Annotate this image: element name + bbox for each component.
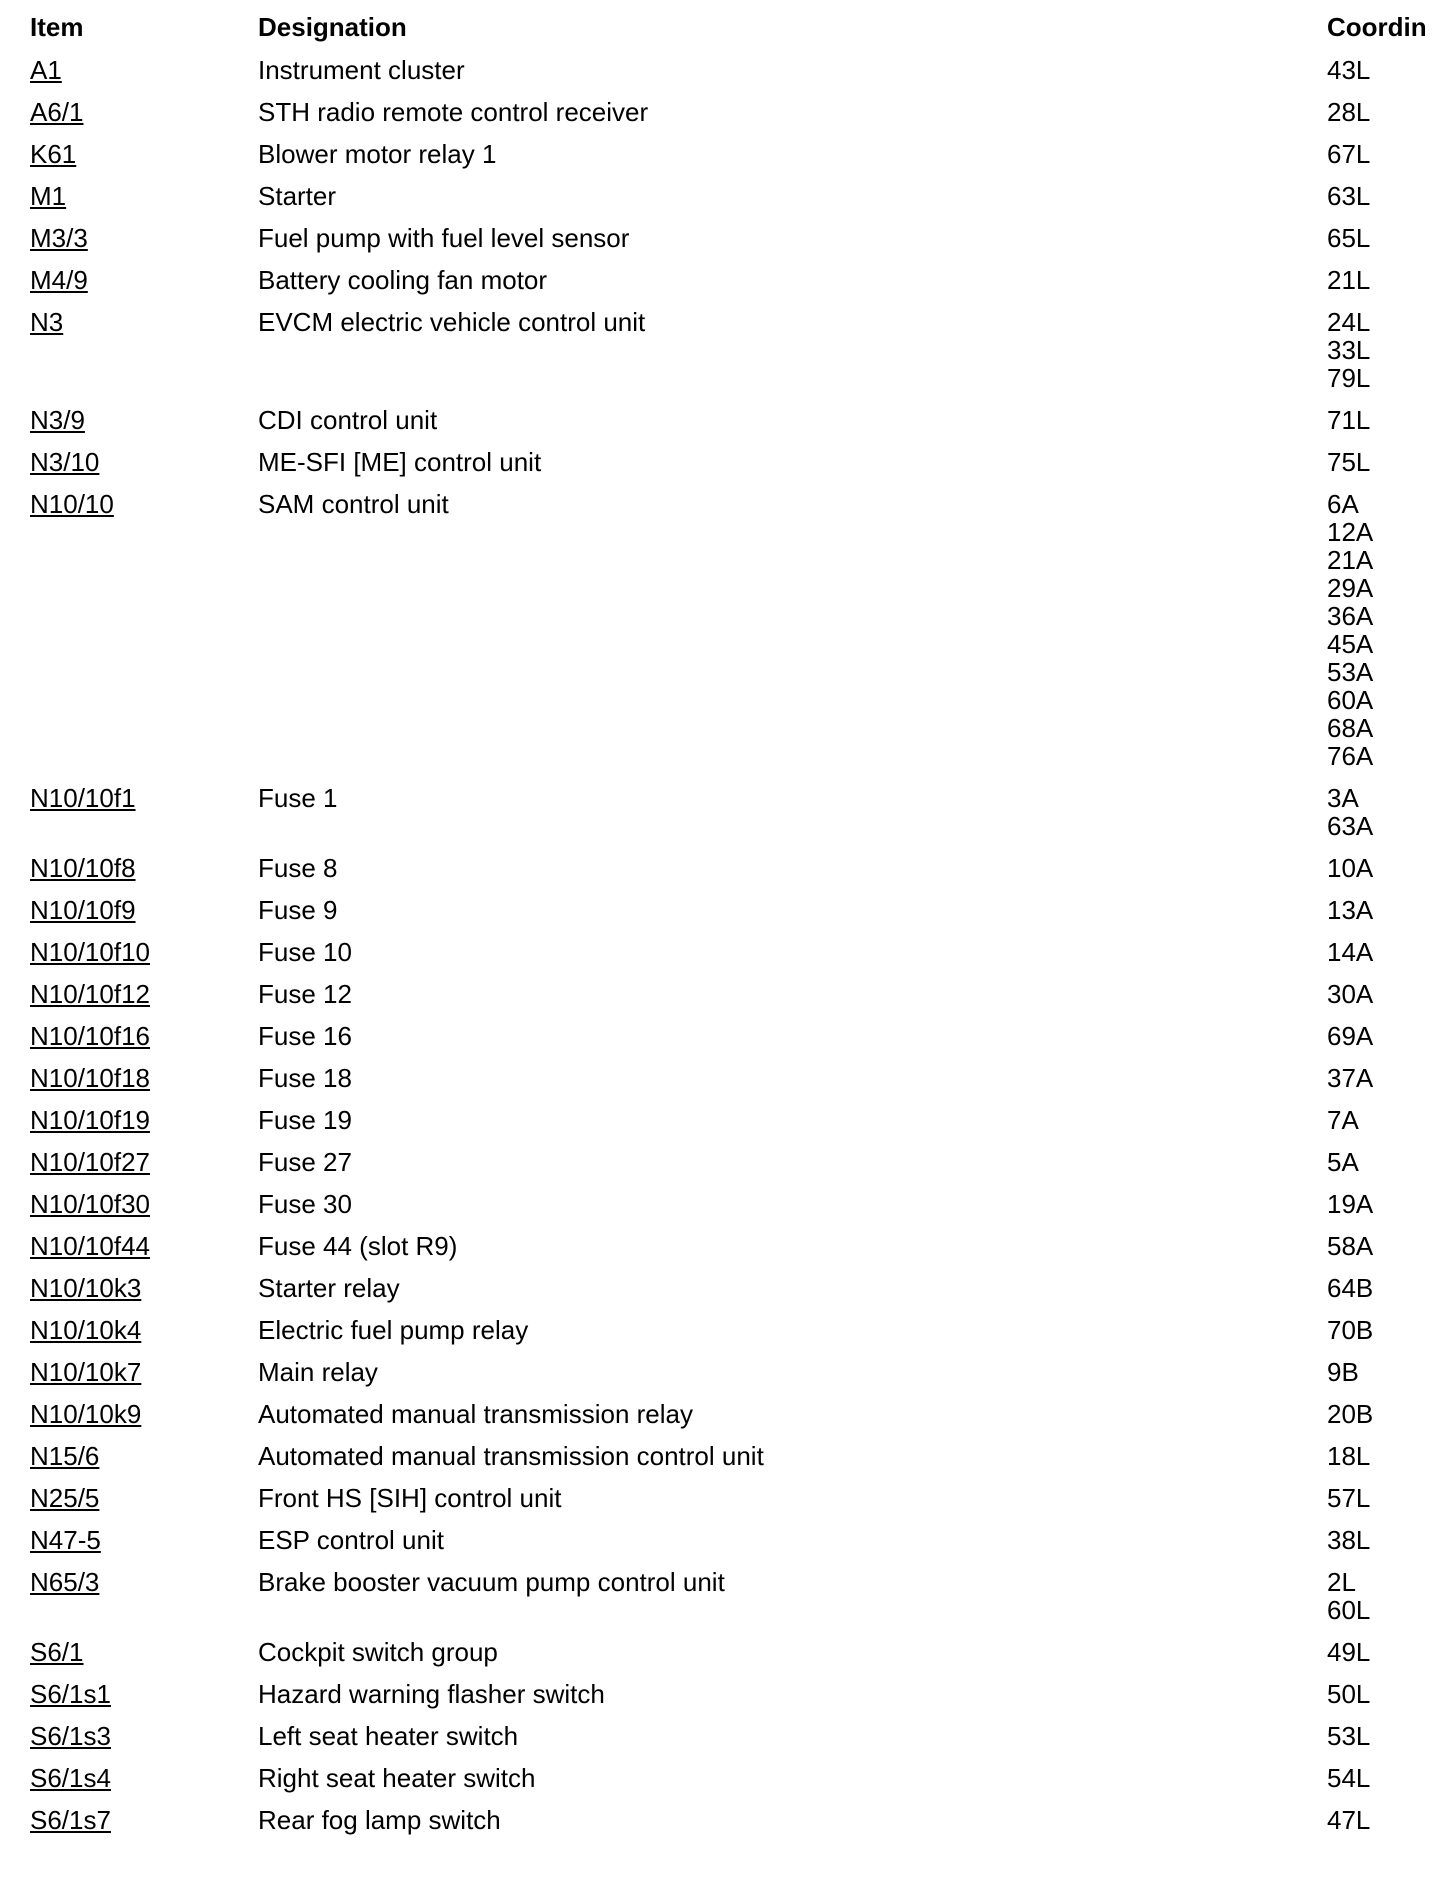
item-link[interactable]: N10/10f30 <box>30 1189 150 1219</box>
designation-cell: Automated manual transmission relay <box>258 1399 693 1429</box>
coordinate-cell <box>1327 1757 1456 1799</box>
coordinate-value: 79L <box>1327 363 1371 393</box>
table-row <box>30 175 1456 217</box>
coordinate-value: 20B <box>1327 1399 1374 1429</box>
table-row <box>30 91 1456 133</box>
item-link[interactable]: A1 <box>30 55 62 85</box>
coordinate-cell <box>1327 441 1456 483</box>
designation-cell: Starter <box>258 181 337 211</box>
coordinate-value: 38L <box>1327 1525 1371 1555</box>
coordinate-cell <box>1327 1351 1456 1393</box>
item-link[interactable]: M1 <box>30 181 67 211</box>
designation-cell: Fuse 44 (slot R9) <box>258 1231 458 1261</box>
item-link[interactable]: N10/10f27 <box>30 1147 150 1177</box>
coordinate-cell <box>1327 301 1456 399</box>
coordinate-cell <box>1327 1631 1456 1673</box>
coordinate-value: 21L <box>1327 265 1371 295</box>
table-row <box>30 889 1456 931</box>
item-link[interactable]: S6/1 <box>30 1637 84 1667</box>
coordinate-cell <box>1327 777 1456 847</box>
coordinate-value: 63A <box>1327 811 1374 841</box>
coordinate-cell <box>1327 175 1456 217</box>
table-row <box>30 1309 1456 1351</box>
header-item: Item <box>30 12 84 42</box>
designation-cell: Automated manual transmission control unit <box>258 1441 764 1471</box>
coordinate-cell <box>1327 1477 1456 1519</box>
table-row <box>30 1351 1456 1393</box>
designation-cell: Blower motor relay 1 <box>258 139 497 169</box>
designation-cell: Fuse 27 <box>258 1147 352 1177</box>
coordinate-value: 6A <box>1327 489 1359 519</box>
coordinate-cell <box>1327 889 1456 931</box>
table-row <box>30 1267 1456 1309</box>
table-row <box>30 847 1456 889</box>
item-link[interactable]: S6/1s1 <box>30 1679 111 1709</box>
item-link[interactable]: S6/1s4 <box>30 1763 111 1793</box>
designation-cell: Fuse 8 <box>258 853 338 883</box>
coordinate-value: 64B <box>1327 1273 1374 1303</box>
designation-cell: EVCM electric vehicle control unit <box>258 307 646 337</box>
coordinate-value: 63L <box>1327 181 1371 211</box>
table-body <box>30 49 1456 1841</box>
designation-cell: CDI control unit <box>258 405 438 435</box>
table-row <box>30 1757 1456 1799</box>
coordinate-cell <box>1327 133 1456 175</box>
item-link[interactable]: M4/9 <box>30 265 88 295</box>
item-link[interactable]: N10/10f19 <box>30 1105 150 1135</box>
table-row <box>30 1477 1456 1519</box>
table-row <box>30 1015 1456 1057</box>
table-row <box>30 1141 1456 1183</box>
item-link[interactable]: N10/10f1 <box>30 783 136 813</box>
item-link[interactable]: N10/10f18 <box>30 1063 150 1093</box>
table-row <box>30 931 1456 973</box>
coordinate-value: 68A <box>1327 713 1374 743</box>
designation-cell: Fuel pump with fuel level sensor <box>258 223 630 253</box>
coordinate-cell <box>1327 1057 1456 1099</box>
designation-cell: ESP control unit <box>258 1525 444 1555</box>
table-row <box>30 49 1456 91</box>
table-row <box>30 133 1456 175</box>
designation-cell: Right seat heater switch <box>258 1763 536 1793</box>
coordinate-value: 57L <box>1327 1483 1371 1513</box>
coordinate-value: 60L <box>1327 1595 1371 1625</box>
designation-cell: Fuse 16 <box>258 1021 352 1051</box>
coordinate-value: 2L <box>1327 1567 1356 1597</box>
coordinate-value: 65L <box>1327 223 1371 253</box>
coordinate-cell <box>1327 1099 1456 1141</box>
coordinate-value: 19A <box>1327 1189 1374 1219</box>
coordinate-value: 60A <box>1327 685 1374 715</box>
coordinate-cell <box>1327 91 1456 133</box>
coordinate-value: 69A <box>1327 1021 1374 1051</box>
item-link[interactable]: M3/3 <box>30 223 88 253</box>
coordinate-value: 75L <box>1327 447 1371 477</box>
coordinate-value: 5A <box>1327 1147 1359 1177</box>
coordinate-value: 49L <box>1327 1637 1371 1667</box>
table-row <box>30 301 1456 399</box>
table-row <box>30 973 1456 1015</box>
coordinate-cell <box>1327 1267 1456 1309</box>
coordinate-cell <box>1327 399 1456 441</box>
designation-cell: Hazard warning flasher switch <box>258 1679 605 1709</box>
item-link[interactable]: S6/1s7 <box>30 1805 111 1835</box>
coordinate-cell <box>1327 931 1456 973</box>
header-designation: Designation <box>258 12 407 42</box>
coordinate-value: 13A <box>1327 895 1374 925</box>
coordinate-value: 24L <box>1327 307 1371 337</box>
coordinate-cell <box>1327 1183 1456 1225</box>
table-row <box>30 1435 1456 1477</box>
designation-cell: SAM control unit <box>258 489 449 519</box>
header-coordinates: Coordin <box>1327 12 1427 42</box>
coordinate-value: 53A <box>1327 657 1374 687</box>
coordinate-cell <box>1327 1561 1456 1631</box>
coordinate-value: 36A <box>1327 601 1374 631</box>
designation-cell: Rear fog lamp switch <box>258 1805 501 1835</box>
table-row <box>30 1715 1456 1757</box>
item-link[interactable]: S6/1s3 <box>30 1721 111 1751</box>
designation-cell: Cockpit switch group <box>258 1637 498 1667</box>
coordinate-value: 21A <box>1327 545 1374 575</box>
table-row <box>30 1099 1456 1141</box>
table-row <box>30 483 1456 777</box>
designation-cell: Fuse 19 <box>258 1105 352 1135</box>
designation-cell: Fuse 12 <box>258 979 352 1009</box>
coordinate-cell <box>1327 1309 1456 1351</box>
designation-cell: Electric fuel pump relay <box>258 1315 529 1345</box>
coordinate-cell <box>1327 217 1456 259</box>
table-row <box>30 217 1456 259</box>
table-row <box>30 1631 1456 1673</box>
coordinate-value: 9B <box>1327 1357 1359 1387</box>
item-link[interactable]: N10/10f12 <box>30 979 150 1009</box>
coordinate-value: 67L <box>1327 139 1371 169</box>
coordinate-value: 70B <box>1327 1315 1374 1345</box>
coordinate-value: 3A <box>1327 783 1359 813</box>
table-row <box>30 259 1456 301</box>
designation-cell: Fuse 9 <box>258 895 338 925</box>
coordinate-cell <box>1327 973 1456 1015</box>
item-link[interactable]: N10/10k7 <box>30 1357 142 1387</box>
coordinate-value: 43L <box>1327 55 1371 85</box>
coordinate-cell <box>1327 483 1456 777</box>
item-link[interactable]: A6/1 <box>30 97 84 127</box>
coordinate-cell <box>1327 1015 1456 1057</box>
coordinate-value: 76A <box>1327 741 1374 771</box>
coordinate-value: 53L <box>1327 1721 1371 1751</box>
item-link[interactable]: N10/10k9 <box>30 1399 142 1429</box>
table-row <box>30 399 1456 441</box>
item-link[interactable]: N47-5 <box>30 1525 101 1555</box>
coordinate-value: 54L <box>1327 1763 1371 1793</box>
coordinate-value: 7A <box>1327 1105 1359 1135</box>
coordinate-cell <box>1327 49 1456 91</box>
item-link[interactable]: N25/5 <box>30 1483 100 1513</box>
item-link[interactable]: N65/3 <box>30 1567 100 1597</box>
table-row <box>30 441 1456 483</box>
coordinate-cell <box>1327 1673 1456 1715</box>
component-legend-table <box>30 10 1456 1841</box>
coordinate-value: 37A <box>1327 1063 1374 1093</box>
designation-cell: Starter relay <box>258 1273 400 1303</box>
designation-cell: Fuse 18 <box>258 1063 352 1093</box>
coordinate-value: 14A <box>1327 937 1374 967</box>
designation-cell: Fuse 30 <box>258 1189 352 1219</box>
designation-cell: STH radio remote control receiver <box>258 97 649 127</box>
designation-cell: Left seat heater switch <box>258 1721 519 1751</box>
item-link[interactable]: N3/10 <box>30 447 100 477</box>
item-link[interactable]: N10/10k4 <box>30 1315 142 1345</box>
coordinate-value: 12A <box>1327 517 1374 547</box>
item-link[interactable]: N10/10f8 <box>30 853 136 883</box>
designation-cell: Front HS [SIH] control unit <box>258 1483 562 1513</box>
designation-cell: Main relay <box>258 1357 378 1387</box>
table-row <box>30 1225 1456 1267</box>
coordinate-value: 47L <box>1327 1805 1371 1835</box>
table-row <box>30 1561 1456 1631</box>
item-link[interactable]: N3/9 <box>30 405 85 435</box>
item-link[interactable]: K61 <box>30 139 77 169</box>
item-link[interactable]: N15/6 <box>30 1441 100 1471</box>
item-link[interactable]: N3 <box>30 307 64 337</box>
table-row <box>30 1519 1456 1561</box>
coordinate-value: 28L <box>1327 97 1371 127</box>
coordinate-value: 29A <box>1327 573 1374 603</box>
coordinate-value: 45A <box>1327 629 1374 659</box>
table-row <box>30 1183 1456 1225</box>
coordinate-cell <box>1327 1141 1456 1183</box>
coordinate-value: 30A <box>1327 979 1374 1009</box>
coordinate-value: 18L <box>1327 1441 1371 1471</box>
table-row <box>30 1799 1456 1841</box>
coordinate-value: 58A <box>1327 1231 1374 1261</box>
item-link[interactable]: N10/10f9 <box>30 895 136 925</box>
coordinate-cell <box>1327 1225 1456 1267</box>
coordinate-cell <box>1327 1799 1456 1841</box>
coordinate-value: 71L <box>1327 405 1371 435</box>
table-row <box>30 1057 1456 1099</box>
item-link[interactable]: N10/10f16 <box>30 1021 150 1051</box>
coordinate-cell <box>1327 1715 1456 1757</box>
coordinate-value: 33L <box>1327 335 1371 365</box>
designation-cell: Brake booster vacuum pump control unit <box>258 1567 725 1597</box>
coordinate-value: 10A <box>1327 853 1374 883</box>
item-link[interactable]: N10/10f10 <box>30 937 150 967</box>
table-row <box>30 1393 1456 1435</box>
table-row <box>30 777 1456 847</box>
designation-cell: Fuse 10 <box>258 937 352 967</box>
designation-cell: ME-SFI [ME] control unit <box>258 447 542 477</box>
coordinate-cell <box>1327 1393 1456 1435</box>
coordinate-cell <box>1327 847 1456 889</box>
designation-cell: Instrument cluster <box>258 55 465 85</box>
table-row <box>30 1673 1456 1715</box>
item-link[interactable]: N10/10f44 <box>30 1231 150 1261</box>
coordinate-cell <box>1327 1519 1456 1561</box>
item-link[interactable]: N10/10k3 <box>30 1273 142 1303</box>
designation-cell: Battery cooling fan motor <box>258 265 548 295</box>
header-row <box>30 10 1456 49</box>
item-link[interactable]: N10/10 <box>30 489 114 519</box>
coordinate-value: 50L <box>1327 1679 1371 1709</box>
coordinate-cell <box>1327 259 1456 301</box>
designation-cell: Fuse 1 <box>258 783 338 813</box>
coordinate-cell <box>1327 1435 1456 1477</box>
